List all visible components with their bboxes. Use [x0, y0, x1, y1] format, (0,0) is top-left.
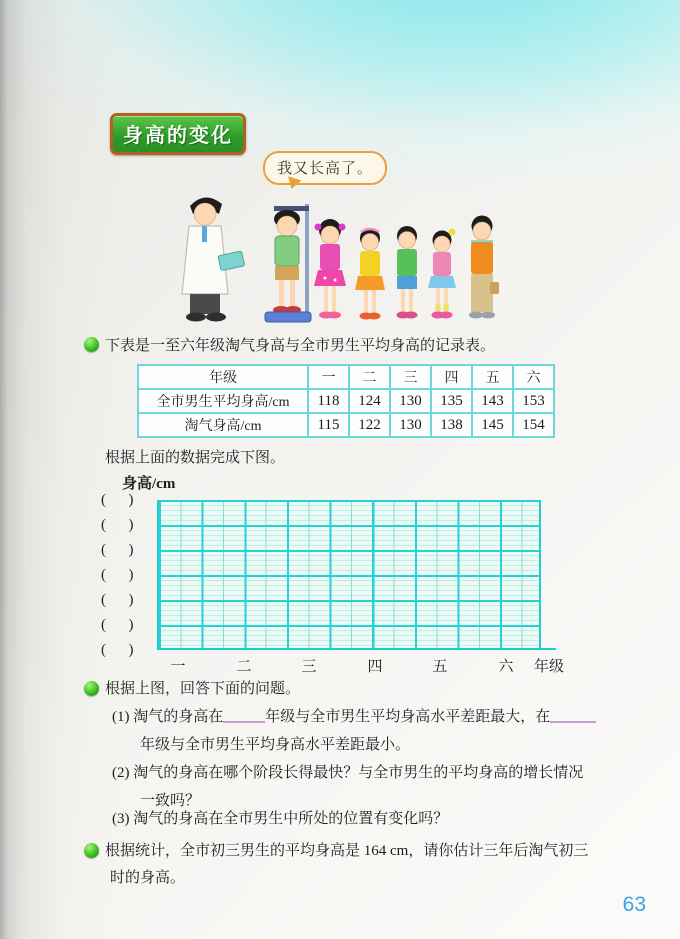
estimate-line-1: 根据统计，全市初三男生的平均身高是 164 cm，请你估计三年后淘气初三	[105, 843, 589, 859]
cell-value: 122	[349, 413, 390, 437]
question-2-number: (2)	[112, 765, 130, 781]
header-grade-6: 六	[513, 365, 554, 389]
y-axis-title: 身高/cm	[122, 476, 176, 492]
section-bullet-icon	[84, 681, 99, 696]
girl-blue-skirt-figure	[428, 229, 456, 319]
speech-bubble-text: 我又长高了。	[277, 161, 374, 177]
chart-intro-text: 根据上面的数据完成下图。	[105, 450, 286, 466]
cell-value: 153	[513, 389, 554, 413]
header-grade: 年级	[138, 365, 308, 389]
question-2-line-2: 一致吗？	[140, 793, 201, 809]
question-1-part-2: 年级与全市男生平均身高水平差距最大，在	[265, 709, 551, 725]
cell-value: 130	[390, 389, 431, 413]
question-1-number: (1)	[112, 709, 130, 725]
question-2-text: 淘气的身高在哪个阶段长得最快？与全市男生的平均身高的增长情况	[133, 765, 584, 781]
header-grade-5: 五	[472, 365, 513, 389]
cell-value: 154	[513, 413, 554, 437]
cell-value: 124	[349, 389, 390, 413]
x-tick-grade-3: 三	[301, 659, 317, 675]
y-tick-blank[interactable]: ( )	[101, 617, 134, 633]
doctor-figure	[182, 197, 245, 321]
section-bullet-icon	[84, 337, 99, 352]
question-3-line	[112, 810, 448, 829]
x-tick-grade-4: 四	[367, 659, 383, 675]
cell-value: 115	[308, 413, 349, 437]
cell-value: 143	[472, 389, 513, 413]
x-tick-grade-5: 五	[432, 659, 448, 675]
y-tick-blank[interactable]: ( )	[101, 492, 134, 508]
table-header-row	[138, 365, 554, 389]
question-3-text: 淘气的身高在全市男生中所处的位置有变化吗？	[133, 811, 449, 827]
blank-grid-chart[interactable]	[157, 500, 541, 650]
lesson-title: 身高的变化	[110, 113, 246, 155]
boy-on-scale-figure	[265, 204, 311, 322]
table-intro-text: 下表是一至六年级淘气身高与全市男生平均身高的记录表。	[105, 338, 496, 354]
estimate-line-2: 时的身高。	[110, 870, 186, 886]
answer-blank-field[interactable]	[223, 710, 265, 723]
cell-value: 130	[390, 413, 431, 437]
header-grade-4: 四	[431, 365, 472, 389]
header-grade-3: 三	[390, 365, 431, 389]
y-tick-blank[interactable]: ( )	[101, 517, 134, 533]
x-tick-grade-1: 一	[170, 659, 186, 675]
question-2-line-1	[112, 764, 583, 783]
x-tick-grade-2: 二	[236, 659, 252, 675]
question-1-line-2: 年级与全市男生平均身高水平差距最小。	[140, 737, 411, 753]
header-grade-2: 二	[349, 365, 390, 389]
page-number: 63	[622, 893, 646, 916]
height-record-table	[137, 364, 555, 438]
boy-orange-vest-figure	[469, 216, 499, 319]
x-axis-line	[541, 648, 556, 650]
x-axis-title: 年级	[534, 659, 565, 675]
girl-yellow-figure	[355, 228, 385, 320]
table-row-city-average	[138, 389, 554, 413]
section-bullet-icon	[84, 843, 99, 858]
question-3-number: (3)	[112, 811, 130, 827]
cell-value: 135	[431, 389, 472, 413]
boy-green-figure	[397, 226, 418, 319]
x-tick-grade-6: 六	[498, 659, 514, 675]
row-label: 全市男生平均身高/cm	[138, 389, 308, 413]
cell-value: 138	[431, 413, 472, 437]
y-tick-blank[interactable]: ( )	[101, 567, 134, 583]
questions-intro-text: 根据上图，回答下面的问题。	[105, 681, 301, 697]
cell-value: 145	[472, 413, 513, 437]
header-grade-1: 一	[308, 365, 349, 389]
answer-blank-field[interactable]	[550, 710, 596, 723]
row-label: 淘气身高/cm	[138, 413, 308, 437]
y-tick-blank[interactable]: ( )	[101, 642, 134, 658]
height-measuring-illustration	[162, 174, 514, 330]
y-tick-blank[interactable]: ( )	[101, 542, 134, 558]
question-1-part-1: 淘气的身高在	[133, 709, 224, 725]
girl-pink-figure	[314, 219, 346, 319]
cell-value: 118	[308, 389, 349, 413]
y-tick-blank[interactable]: ( )	[101, 592, 134, 608]
table-row-taoqi	[138, 413, 554, 437]
question-1-line-1	[112, 708, 596, 727]
